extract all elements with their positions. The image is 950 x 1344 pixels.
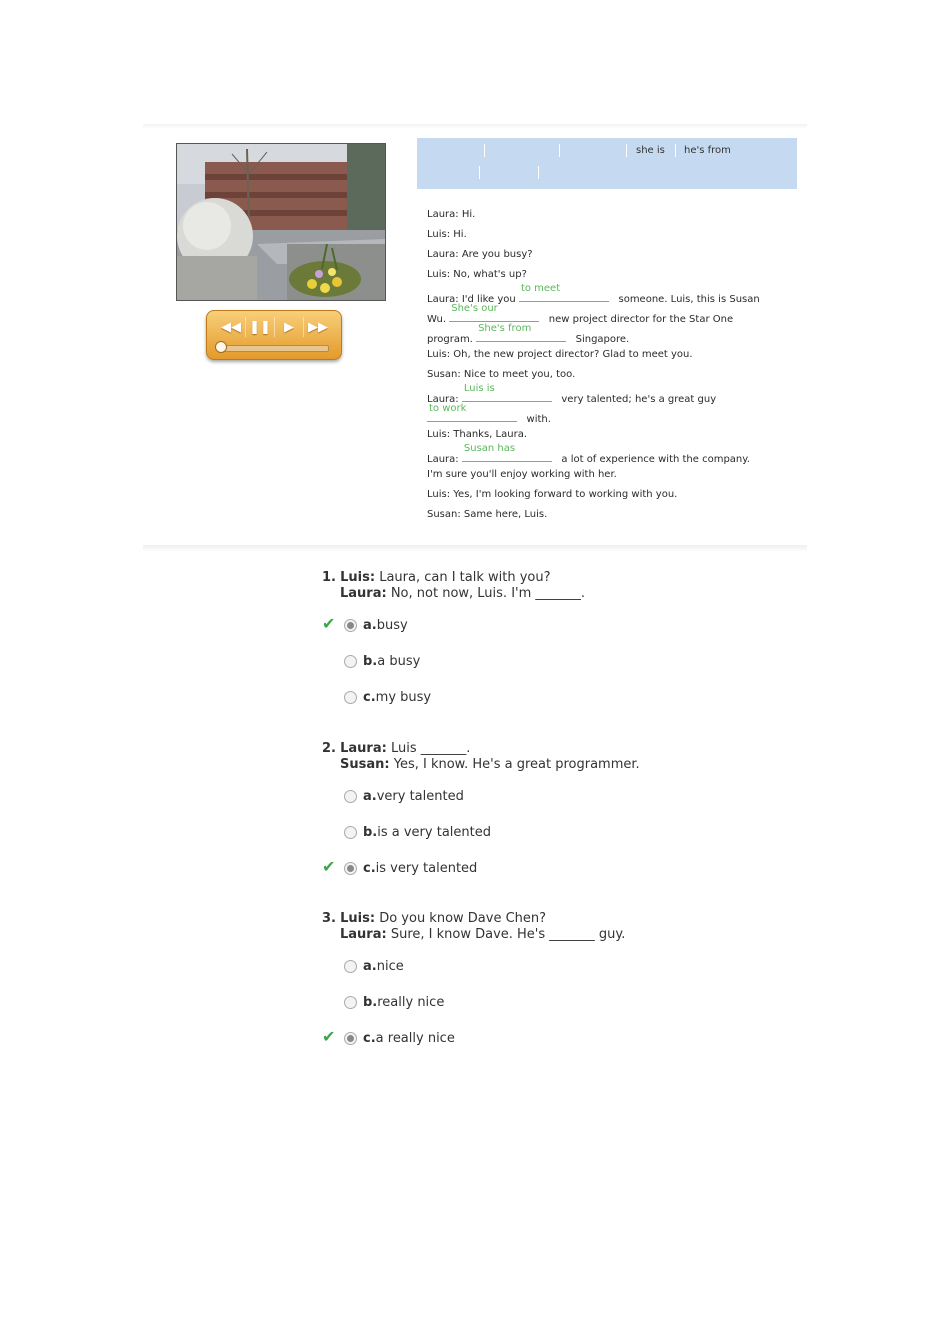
- speaker-name: Laura:: [340, 741, 387, 756]
- option-c[interactable]: [344, 1031, 455, 1046]
- dialog-line: Luis: Oh, the new project director? Glad to meet you.: [427, 349, 693, 360]
- speaker-name: Luis:: [340, 911, 376, 926]
- word-bank: [417, 138, 797, 189]
- option-c[interactable]: [344, 690, 431, 705]
- question-prompt: [322, 741, 470, 756]
- media-player: [206, 310, 342, 360]
- question-response: [340, 586, 585, 601]
- option-letter: b.: [363, 654, 378, 669]
- dialog-line: Laura: Hi.: [427, 209, 476, 220]
- question-text: Laura, can I talk with you?: [375, 570, 551, 585]
- dialog-line: [427, 403, 551, 425]
- option-c[interactable]: [344, 861, 477, 876]
- rewind-icon[interactable]: ◀◀: [217, 317, 246, 337]
- option-b[interactable]: [344, 995, 444, 1010]
- option-a[interactable]: [344, 618, 408, 633]
- option-text: is a very talented: [377, 825, 491, 840]
- answer-text: Luis is: [463, 383, 495, 394]
- radio-button[interactable]: [344, 960, 357, 973]
- radio-button[interactable]: [344, 996, 357, 1009]
- question-text: Do you know Dave Chen?: [375, 911, 547, 926]
- fast-forward-icon[interactable]: ▶▶: [308, 319, 328, 335]
- question-prompt: [322, 911, 546, 926]
- option-text: very talented: [376, 789, 464, 804]
- answer-text: She's our: [451, 303, 498, 314]
- option-text: a really nice: [375, 1031, 455, 1046]
- dialog-line: [427, 323, 630, 345]
- option-b[interactable]: [344, 654, 420, 669]
- option-text: my busy: [375, 690, 432, 705]
- option-letter: a.: [363, 618, 377, 633]
- dialog-text: Laura: I'd like you: [427, 294, 516, 305]
- question-response: [340, 757, 640, 772]
- question-number: 3.: [322, 911, 336, 926]
- dialog-line: I'm sure you'll enjoy working with her.: [427, 469, 617, 480]
- option-letter: a.: [363, 789, 377, 804]
- dialog-text: Laura:: [427, 394, 459, 405]
- question-text: Yes, I know. He's a great programmer.: [389, 757, 640, 772]
- question-prompt: [322, 570, 551, 585]
- word-bank-divider: [538, 166, 539, 179]
- radio-button[interactable]: [344, 790, 357, 803]
- radio-button[interactable]: [344, 619, 357, 632]
- option-text: really nice: [377, 995, 445, 1010]
- option-letter: c.: [363, 690, 376, 705]
- correct-check-icon: ✔: [322, 614, 336, 633]
- option-text: is very talented: [375, 861, 478, 876]
- radio-button[interactable]: [344, 691, 357, 704]
- speaker-name: Luis:: [340, 570, 376, 585]
- answer-blank[interactable]: [462, 443, 552, 462]
- question-number: 2.: [322, 741, 336, 756]
- section-divider: [143, 545, 807, 552]
- question-text: No, not now, Luis. I'm _______.: [386, 586, 586, 601]
- dialog-text: Wu.: [427, 314, 447, 325]
- word-bank-item[interactable]: he's from: [684, 145, 731, 156]
- dialog-text: a lot of experience with the company.: [561, 454, 750, 465]
- speaker-name: Laura:: [340, 927, 387, 942]
- dialog-line: Luis: Hi.: [427, 229, 467, 240]
- option-letter: a.: [363, 959, 377, 974]
- pause-icon[interactable]: ❚❚: [246, 317, 275, 337]
- option-text: busy: [376, 618, 408, 633]
- dialog-line: [427, 443, 750, 465]
- answer-text: Susan has: [463, 443, 516, 454]
- answer-text: to meet: [520, 283, 561, 294]
- word-bank-divider: [626, 144, 627, 157]
- option-a[interactable]: [344, 789, 464, 804]
- dialog-line: Luis: Yes, I'm looking forward to working with you.: [427, 489, 678, 500]
- option-b[interactable]: [344, 825, 491, 840]
- radio-button[interactable]: [344, 826, 357, 839]
- dialog-line: Luis: No, what's up?: [427, 269, 527, 280]
- radio-button[interactable]: [344, 1032, 357, 1045]
- word-bank-divider: [559, 144, 560, 157]
- top-divider: [143, 124, 807, 129]
- progress-knob[interactable]: [215, 341, 227, 353]
- option-letter: b.: [363, 995, 378, 1010]
- play-icon[interactable]: ▶: [275, 317, 304, 337]
- dialog-line: [427, 303, 734, 325]
- option-a[interactable]: [344, 959, 404, 974]
- scene-photo: [176, 143, 386, 301]
- word-bank-divider: [675, 144, 676, 157]
- answer-blank[interactable]: [462, 383, 552, 402]
- question-text: Sure, I know Dave. He's _______ guy.: [386, 927, 626, 942]
- question-number: 1.: [322, 570, 336, 585]
- option-letter: c.: [363, 1031, 376, 1046]
- answer-blank[interactable]: [519, 283, 609, 302]
- radio-button[interactable]: [344, 862, 357, 875]
- option-text: a busy: [377, 654, 421, 669]
- dialog-line: Susan: Nice to meet you, too.: [427, 369, 576, 380]
- speaker-name: Laura:: [340, 586, 387, 601]
- progress-track[interactable]: [219, 345, 329, 352]
- dialog-text: with.: [526, 414, 551, 425]
- player-controls: [217, 317, 332, 337]
- speaker-name: Susan:: [340, 757, 390, 772]
- dialog-line: Susan: Same here, Luis.: [427, 509, 548, 520]
- answer-blank[interactable]: [476, 323, 566, 342]
- word-bank-item[interactable]: she is: [636, 145, 665, 156]
- answer-text: to work: [429, 403, 467, 414]
- dialog-text: program.: [427, 334, 473, 345]
- dialog-text: someone. Luis, this is Susan: [618, 294, 760, 305]
- option-text: nice: [376, 959, 404, 974]
- question-response: [340, 927, 625, 942]
- radio-button[interactable]: [344, 655, 357, 668]
- word-bank-divider: [484, 144, 485, 157]
- correct-check-icon: ✔: [322, 857, 336, 876]
- option-letter: c.: [363, 861, 376, 876]
- answer-text: She's from: [478, 323, 532, 334]
- dialog-text: Laura:: [427, 454, 459, 465]
- dialog-text: Singapore.: [575, 334, 630, 345]
- dialog-text: new project director for the Star One: [548, 314, 734, 325]
- question-text: Luis _______.: [386, 741, 471, 756]
- dialog-line: [427, 383, 717, 405]
- dialog-text: very talented; he's a great guy: [561, 394, 717, 405]
- answer-blank[interactable]: [449, 303, 539, 322]
- dialog-line: Laura: Are you busy?: [427, 249, 533, 260]
- word-bank-divider: [479, 166, 480, 179]
- correct-check-icon: ✔: [322, 1027, 336, 1046]
- option-letter: b.: [363, 825, 378, 840]
- answer-blank[interactable]: [427, 403, 517, 422]
- dialog-line: Luis: Thanks, Laura.: [427, 429, 527, 440]
